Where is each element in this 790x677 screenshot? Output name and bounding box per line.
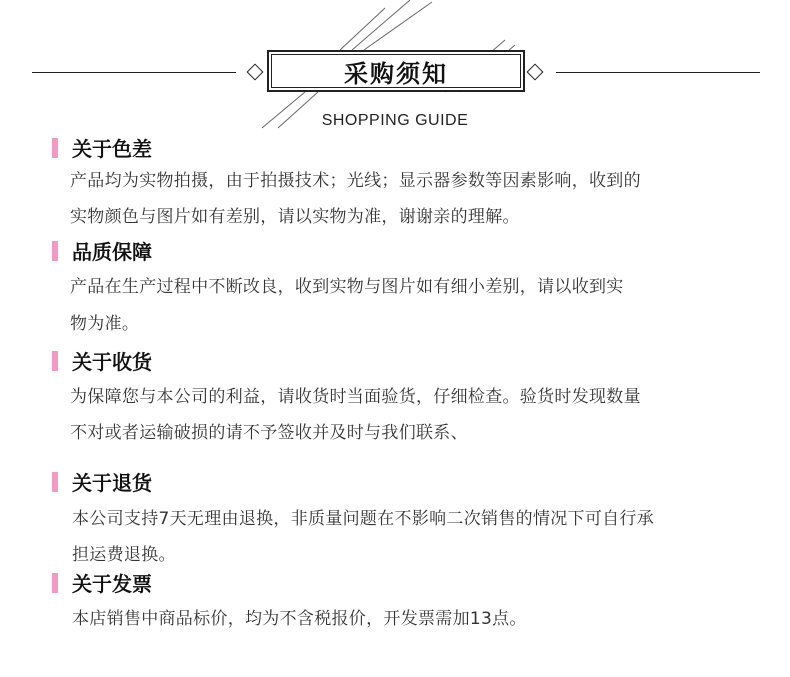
section-title: 关于色差 (72, 137, 152, 161)
section-title: 关于收货 (72, 350, 152, 374)
section-text-line: 物为准。 (70, 314, 140, 334)
header-rule-right (556, 72, 760, 73)
section-title: 关于退货 (72, 471, 152, 495)
section-text-line: 实物颜色与图片如有差别，请以实物为准，谢谢亲的理解。 (70, 207, 520, 227)
section-text-line: 不对或者运输破损的请不予签收并及时与我们联系、 (70, 423, 468, 443)
diamond-left-icon (247, 64, 264, 81)
section-title: 关于发票 (72, 572, 152, 596)
diamond-right-icon (527, 64, 544, 81)
page-title: 采购须知 (344, 59, 448, 88)
section-title: 品质保障 (72, 240, 152, 264)
section-text-line: 担运费退换。 (72, 545, 176, 565)
title-box (267, 50, 525, 92)
section-text-line: 本店销售中商品标价，均为不含税报价，开发票需加13点。 (72, 609, 527, 629)
section-text-line: 为保障您与本公司的利益，请收货时当面验货，仔细检查。验货时发现数量 (70, 387, 641, 407)
section-text-line: 产品在生产过程中不断改良，收到实物与图片如有细小差别，请以收到实 (70, 277, 624, 297)
section-accent-bar (52, 241, 58, 261)
header-rule-left (32, 72, 236, 73)
section-accent-bar (52, 472, 58, 492)
section-accent-bar (52, 138, 58, 158)
section-accent-bar (52, 351, 58, 371)
section-text-line: 本公司支持7天无理由退换，非质量问题在不影响二次销售的情况下可自行承 (72, 509, 655, 529)
page-subtitle: SHOPPING GUIDE (321, 112, 469, 129)
section-text-line: 产品均为实物拍摄，由于拍摄技术；光线；显示器参数等因素影响，收到的 (70, 171, 641, 191)
section-accent-bar (52, 573, 58, 593)
